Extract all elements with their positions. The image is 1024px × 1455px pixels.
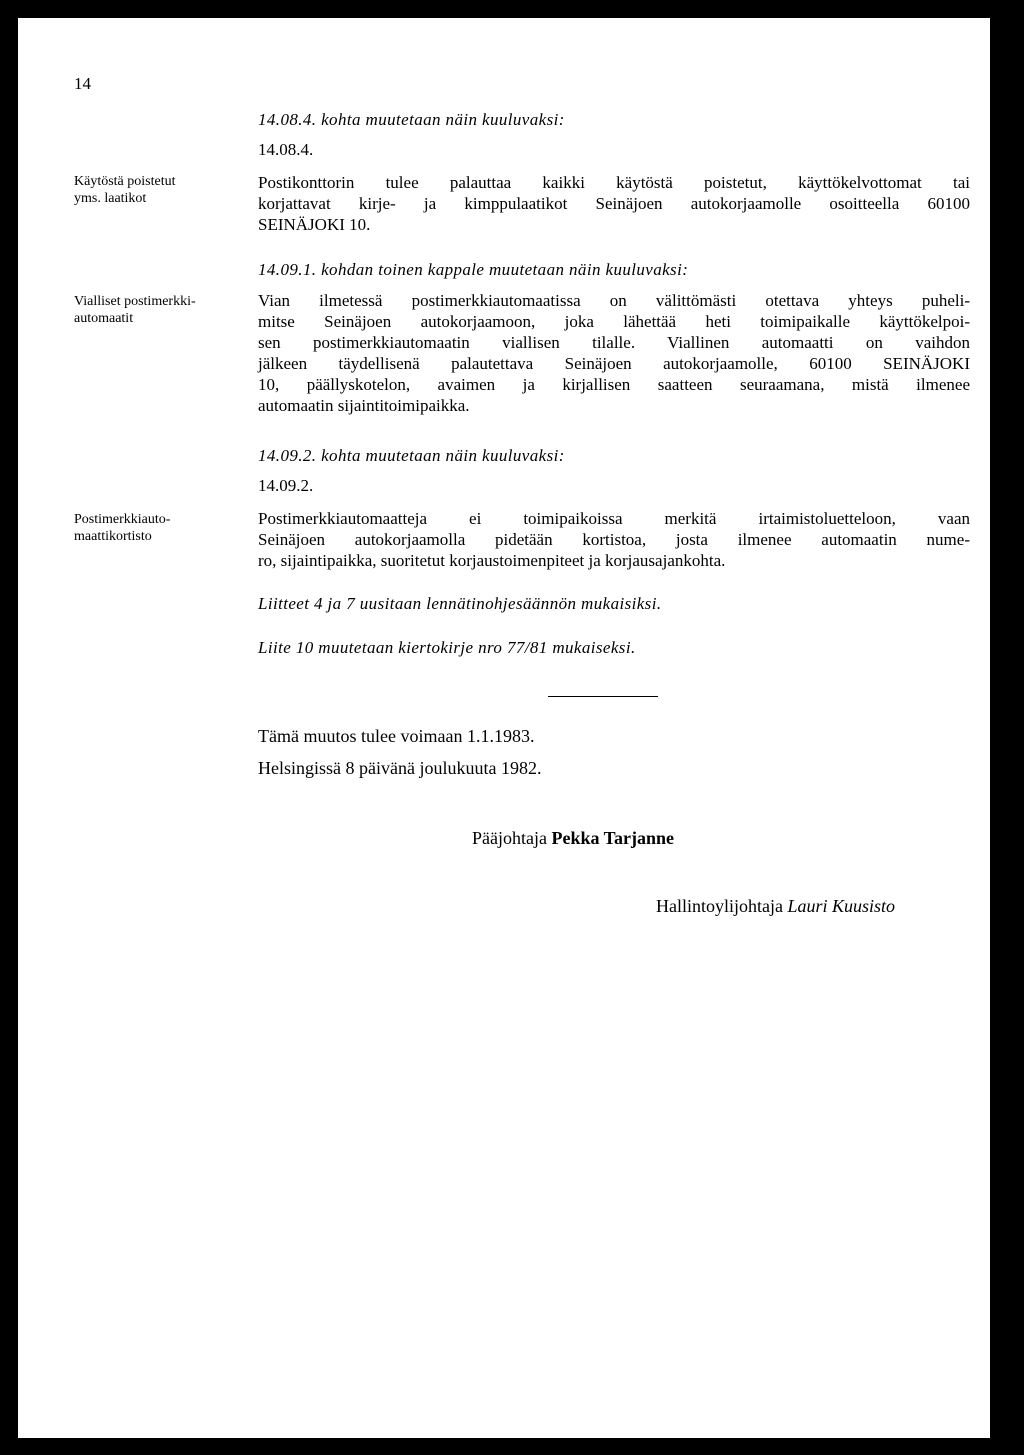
- divider-line: [548, 696, 658, 697]
- margin-note-removed-boxes: Käytöstä poistetut yms. laatikot: [74, 174, 176, 206]
- section-2-paragraph: Vian ilmetessä postimerkkiautomaatissa on välittömästi otettava yhteys puheli- mitse Seinäjoen autokorjaamoon, joka lähettää heti toimipaikalle käyttökelpoi- sen postimerkkiautomaatin viallisen tilalle. Viallinen automaatti on vaihdon jälkeen täydellisenä palautettava Seinäjoen autokorjaamolle, 60100 SEINÄJOKI 10, päällyskotelon, avaimen ja kirjallisen saatteen seuraamana, mistä ilmenee automaatin sijaintitoimipaikka.: [258, 291, 970, 415]
- note-attachments-4-7: Liitteet 4 ja 7 uusitaan lennätinohjesäännön mukaisiksi.: [258, 594, 662, 613]
- section-3-paragraph: Postimerkkiautomaatteja ei toimipaikoissa merkitä irtaimistoluetteloon, vaan Seinäjoen autokorjaamolla pidetään kortistoa, josta ilmenee automaatin nume- ro, sijaintipaikka, suoritetut korjaustoimenpiteet ja korjausajankohta.: [258, 509, 970, 570]
- effective-date: Tämä muutos tulee voimaan 1.1.1983.: [258, 726, 535, 746]
- place-date: Helsingissä 8 päivänä joulukuuta 1982.: [258, 758, 542, 778]
- section-1-subheading: 14.08.4.: [258, 140, 314, 159]
- signature-director-general: Pääjohtaja Pekka Tarjanne: [472, 828, 675, 848]
- section-1-paragraph: Postikonttorin tulee palauttaa kaikki käytöstä poistetut, käyttökelvottomat tai korjattavat kirje- ja kimppulaatikot Seinäjoen autokorjaamolle osoitteella 60100 SEINÄJOKI 10.: [258, 173, 970, 234]
- signature-administrative-director: Hallintoylijohtaja Lauri Kuusisto: [656, 896, 896, 916]
- margin-note-faulty-machines: Vialliset postimerkki- automaatit: [74, 294, 196, 326]
- note-attachment-10: Liite 10 muutetaan kiertokirje nro 77/81 mukaiseksi.: [258, 638, 636, 657]
- margin-note-card-index: Postimerkkiauto- maattikortisto: [74, 512, 171, 544]
- section-3-subheading: 14.09.2.: [258, 476, 314, 495]
- document-page: [18, 18, 990, 1438]
- section-2-heading: 14.09.1. kohdan toinen kappale muutetaan näin kuuluvaksi:: [258, 260, 689, 279]
- section-3-heading: 14.09.2. kohta muutetaan näin kuuluvaksi:: [258, 446, 565, 465]
- page-number: 14: [74, 74, 91, 93]
- section-1-heading: 14.08.4. kohta muutetaan näin kuuluvaksi:: [258, 110, 565, 129]
